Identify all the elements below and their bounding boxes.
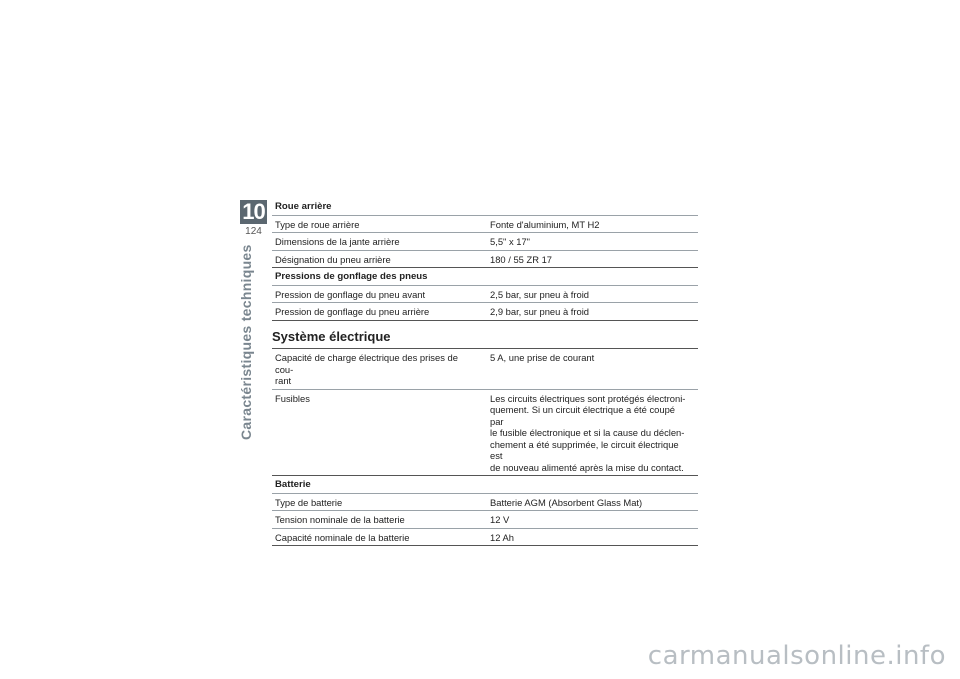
spec-value: Les circuits électriques sont protégés électroni- quement. Si un circuit électrique a été coupé par le fusible électronique et si la cause du déclen- chement a été supprimée, le circuit électrique est de nouveau alimenté après la mise du contact. [490,392,686,473]
table-heading [272,268,698,286]
table-row [272,494,698,512]
spec-value: 5,5" x 17" [490,236,531,247]
table-heading [272,476,698,494]
spec-value: Fonte d'aluminium, MT H2 [490,218,600,230]
page-number: 124 [245,226,262,237]
side-chapter-title: Caractéristiques techniques [238,244,254,440]
tire-pressure-table [272,268,698,321]
spec-label: Tension nominale de la batterie [275,514,405,525]
battery-table [272,476,698,546]
spec-label: Capacité nominale de la batterie [275,531,410,543]
spec-label: Désignation du pneu arrière [275,253,391,265]
section-title: Système électrique [272,328,391,344]
table-row [272,216,698,234]
table-heading [272,198,698,216]
table-row [272,286,698,304]
watermark: carmanualsonline.info [647,641,946,671]
table-row [272,529,698,547]
spec-value: 2,5 bar, sur pneu à froid [490,288,590,300]
tire-pressure-heading: Pressions de gonflage des pneus [275,271,428,282]
table-row [272,390,698,477]
spec-value: 180 / 55 ZR 17 [490,253,553,265]
electrical-table [272,348,698,476]
spec-value: 12 V [490,514,510,525]
spec-value: 2,9 bar, sur pneu à froid [490,306,590,317]
spec-label: Fusibles [275,392,310,404]
rear-wheel-table [272,198,698,268]
spec-label: Pression de gonflage du pneu arrière [275,306,430,317]
spec-value: 12 Ah [490,531,514,543]
table-row [272,303,698,321]
battery-heading: Batterie [275,479,311,490]
table-row [272,511,698,529]
table-row [272,233,698,251]
chapter-number: 10 [240,200,267,224]
spec-label: Pression de gonflage du pneu avant [275,288,426,300]
spec-label: Type de batterie [275,496,343,508]
table-row [272,251,698,269]
spec-value: 5 A, une prise de courant [490,352,595,363]
table-row [272,349,698,390]
spec-value: Batterie AGM (Absorbent Glass Mat) [490,496,643,508]
spec-label: Capacité de charge électrique des prises de cou- rant [275,352,458,386]
spec-label: Dimensions de la jante arrière [275,236,400,247]
spec-content [272,198,698,546]
spec-label: Type de roue arrière [275,218,360,230]
rear-wheel-heading: Roue arrière [275,201,332,212]
